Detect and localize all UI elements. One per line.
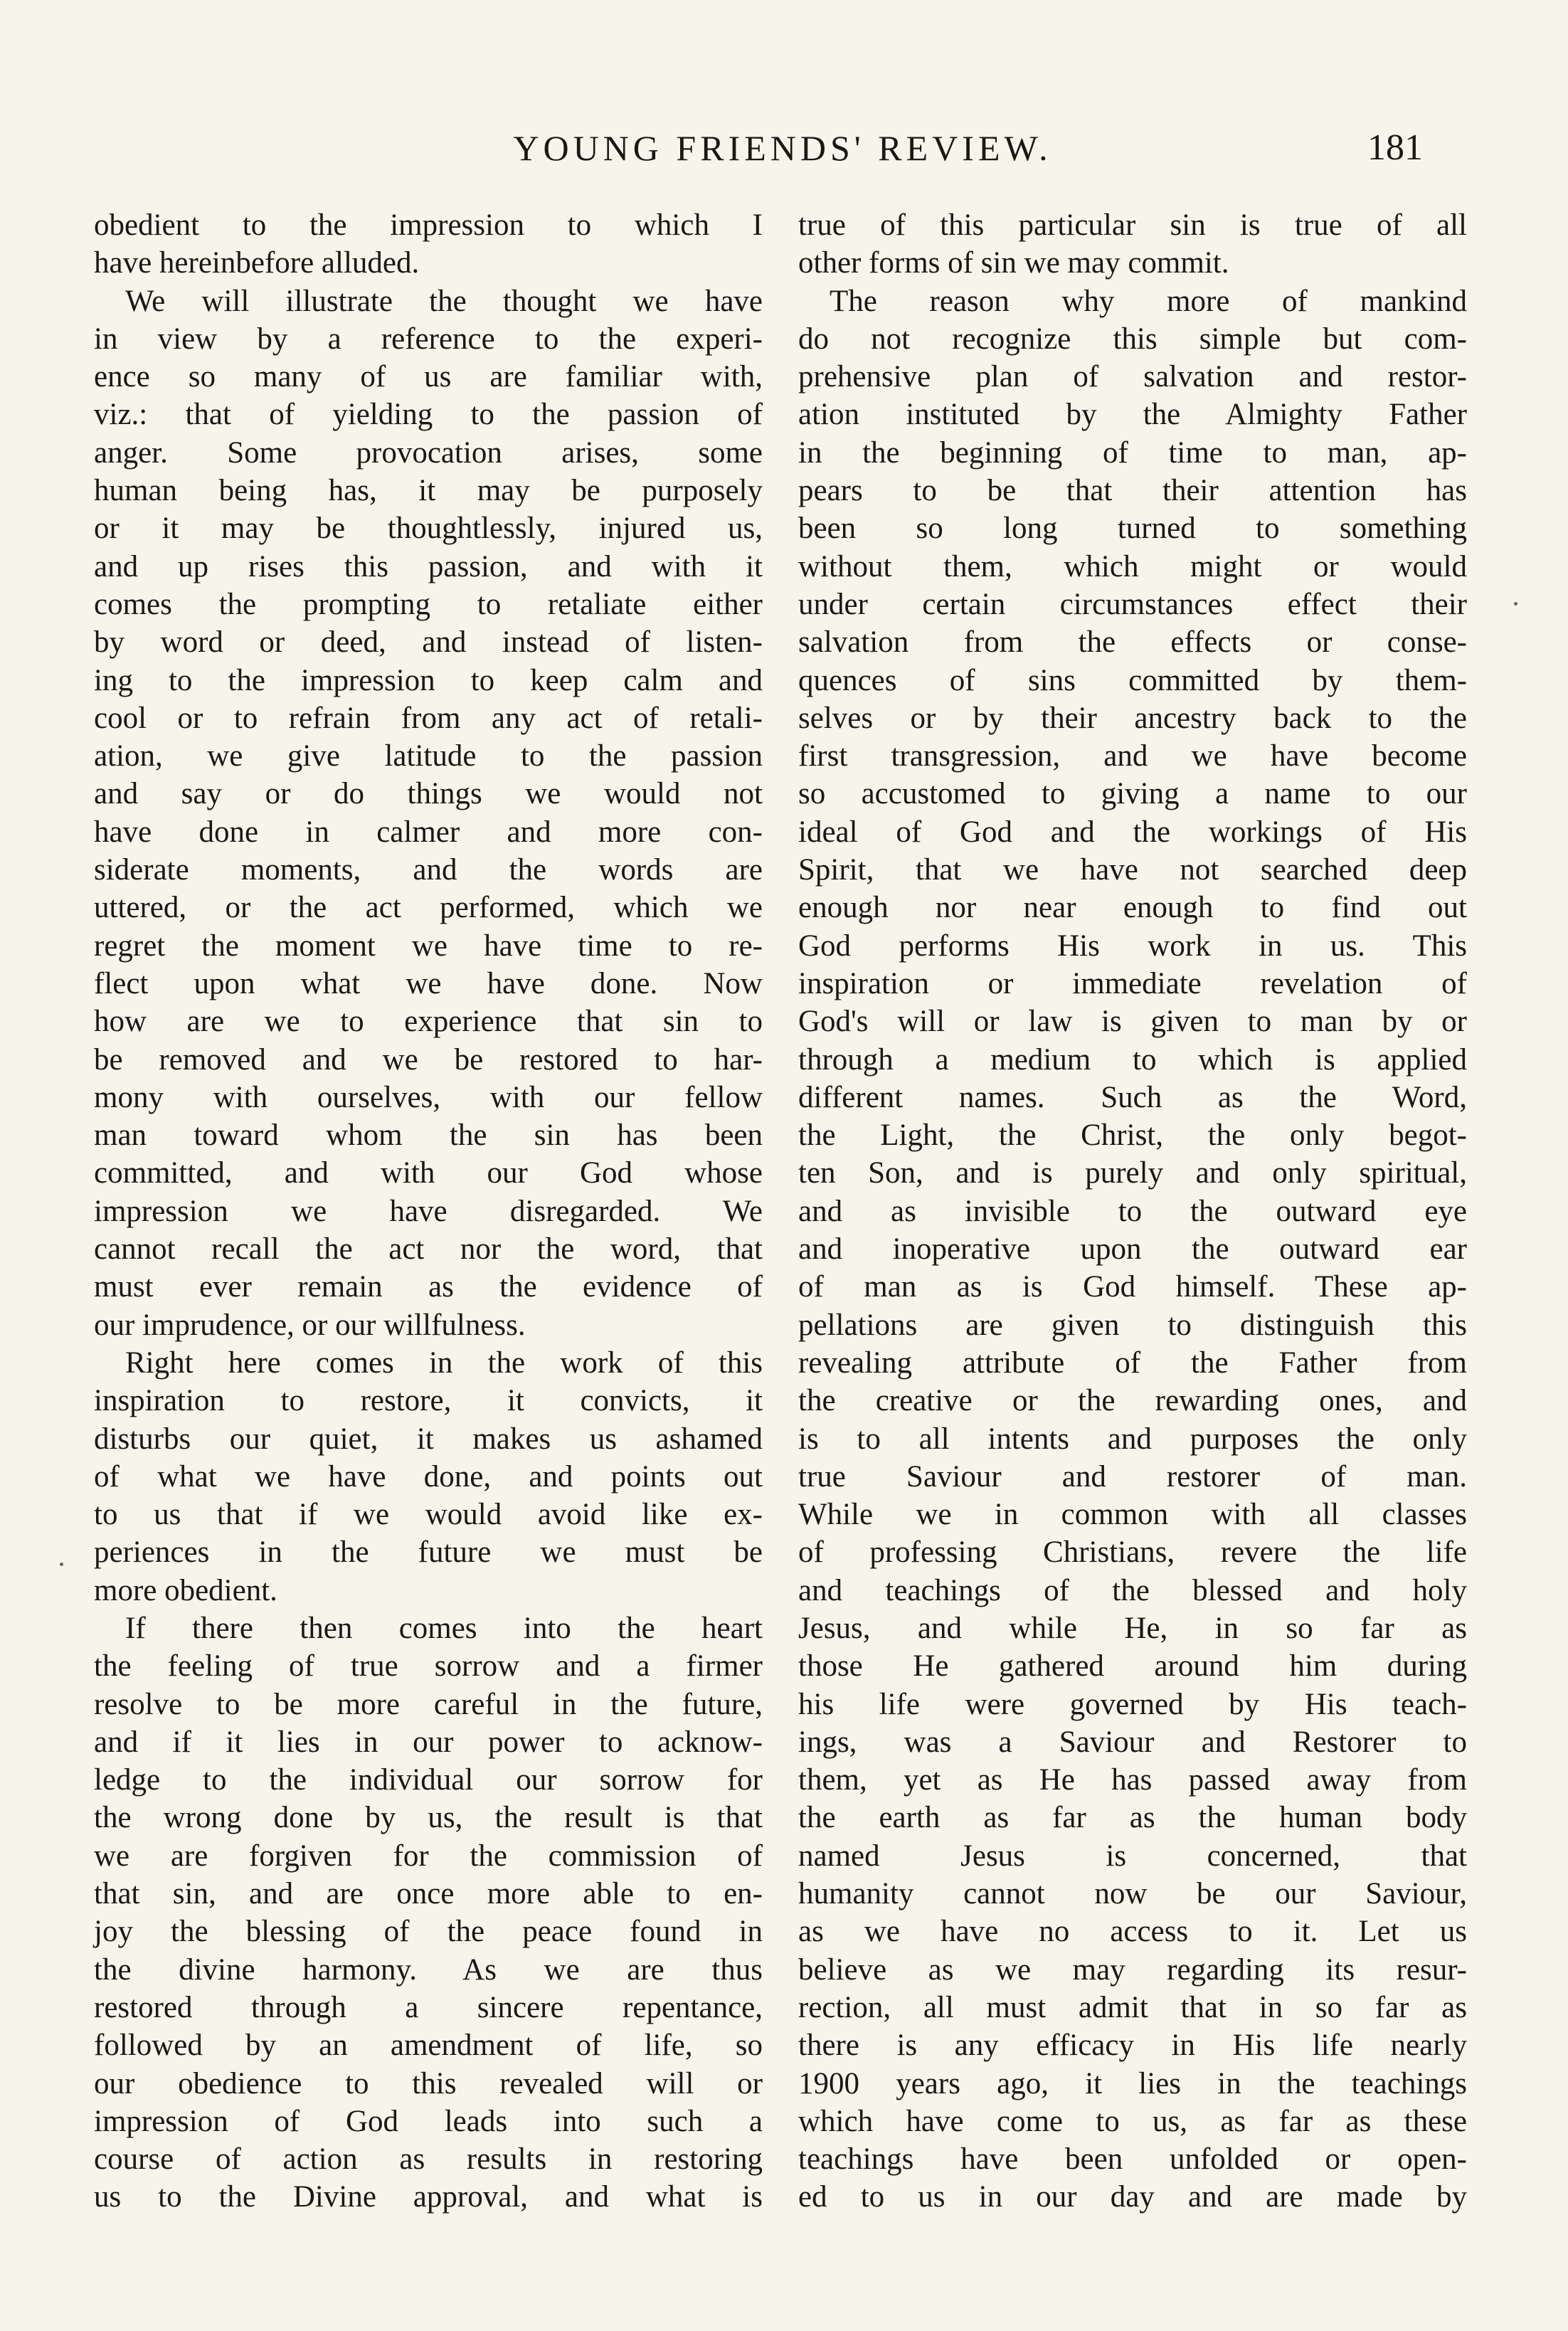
text-line: have done in calmer and more con- [94, 815, 763, 849]
text-line: course of action as results in restoring [94, 2142, 763, 2177]
text-line: and inoperative upon the outward ear [798, 1232, 1467, 1267]
text-line: regret the moment we have time to re- [94, 929, 763, 963]
text-line: the divine harmony. As we are thus [94, 1952, 763, 1987]
text-line: our imprudence, or our willfulness. [94, 1308, 526, 1342]
text-line: We will illustrate the thought we have [125, 284, 763, 318]
text-line: under certain circumstances effect their [798, 587, 1467, 621]
text-line: in view by a reference to the experi- [94, 322, 763, 356]
text-line: and up rises this passion, and with it [94, 549, 763, 583]
text-line: as we have no access to it. Let us [798, 1915, 1467, 1949]
text-line: in the beginning of time to man, ap- [798, 435, 1467, 470]
text-line: we are forgiven for the commission of [94, 1839, 763, 1873]
text-line: anger. Some provocation arises, some [94, 435, 763, 470]
text-line: comes the prompting to retaliate either [94, 587, 763, 621]
text-line: have hereinbefore alluded. [94, 246, 420, 280]
text-line: uttered, or the act performed, which we [94, 891, 763, 925]
text-line: ation instituted by the Almighty Father [798, 398, 1467, 432]
text-line: must ever remain as the evidence of [94, 1270, 763, 1304]
text-line: siderate moments, and the words are [94, 853, 763, 887]
text-line: ledge to the individual our sorrow for [94, 1763, 763, 1797]
text-line: true of this particular sin is true of all [798, 208, 1467, 242]
text-line: The reason why more of mankind [830, 284, 1467, 318]
text-line: or it may be thoughtlessly, injured us, [94, 512, 763, 546]
text-line: which have come to us, as far as these [798, 2104, 1467, 2138]
text-line: ings, was a Saviour and Restorer to [798, 1725, 1467, 1759]
text-line: Jesus, and while He, in so far as [798, 1611, 1467, 1645]
text-line: followed by an amendment of life, so [94, 2029, 763, 2063]
text-line: resolve to be more careful in the future, [94, 1687, 763, 1721]
text-line: them, yet as He has passed away from [798, 1763, 1467, 1797]
text-line: first transgression, and we have become [798, 739, 1467, 773]
text-line: prehensive plan of salvation and restor- [798, 360, 1467, 394]
text-line: the Light, the Christ, the only begot- [798, 1119, 1467, 1153]
text-line: committed, and with our God whose [94, 1156, 763, 1190]
text-line: impression we have disregarded. We [94, 1194, 763, 1228]
text-line: without them, which might or would [798, 549, 1467, 583]
ink-speck [60, 1563, 63, 1566]
text-line: viz.: that of yielding to the passion of [94, 398, 763, 432]
text-line: man toward whom the sin has been [94, 1119, 763, 1153]
text-line: salvation from the effects or conse- [798, 625, 1467, 660]
text-line: ten Son, and is purely and only spiritual, [798, 1156, 1467, 1190]
text-line: 1900 years ago, it lies in the teachings [798, 2066, 1467, 2100]
text-line: by word or deed, and instead of listen- [94, 625, 763, 660]
text-line: humanity cannot now be our Saviour, [798, 1877, 1467, 1911]
page-header [0, 0, 1568, 168]
text-line: the creative or the rewarding ones, and [798, 1384, 1467, 1418]
text-line: that sin, and are once more able to en- [94, 1877, 763, 1911]
text-line: and if it lies in our power to acknow- [94, 1725, 763, 1759]
text-line: impression of God leads into such a [94, 2104, 763, 2138]
text-line: restored through a sincere repentance, [94, 1990, 763, 2024]
ink-speck [1514, 602, 1517, 606]
text-line: of professing Christians, revere the life [798, 1536, 1467, 1570]
text-line: his life were governed by His teach- [798, 1687, 1467, 1721]
text-line: God performs His work in us. This [798, 929, 1467, 963]
text-line: more obedient. [94, 1573, 277, 1607]
text-line: there is any efficacy in His life nearly [798, 2029, 1467, 2063]
text-line: quences of sins committed by them- [798, 663, 1467, 697]
text-line: joy the blessing of the peace found in [94, 1915, 763, 1949]
text-line: of man as is God himself. These ap- [798, 1270, 1467, 1304]
text-line: and as invisible to the outward eye [798, 1194, 1467, 1228]
text-line: cannot recall the act nor the word, that [94, 1232, 763, 1267]
text-line: flect upon what we have done. Now [94, 966, 763, 1000]
text-line: pellations are given to distinguish this [798, 1308, 1467, 1342]
text-line: ation, we give latitude to the passion [94, 739, 763, 773]
text-line: how are we to experience that sin to [94, 1005, 763, 1039]
text-line: revealing attribute of the Father from [798, 1346, 1467, 1380]
text-line: ed to us in our day and are made by [798, 2180, 1467, 2214]
text-line: If there then comes into the heart [125, 1611, 763, 1645]
text-column-left [94, 206, 763, 2216]
text-line: different names. Such as the Word, [798, 1080, 1467, 1114]
text-line: us to the Divine approval, and what is [94, 2180, 763, 2214]
page-number: 181 [1367, 127, 1423, 168]
text-line: pears to be that their attention has [798, 474, 1467, 508]
text-line: enough nor near enough to find out [798, 891, 1467, 925]
text-line: periences in the future we must be [94, 1536, 763, 1570]
text-line: ing to the impression to keep calm and [94, 663, 763, 697]
text-line: our obedience to this revealed will or [94, 2066, 763, 2100]
text-line: disturbs our quiet, it makes us ashamed [94, 1422, 763, 1456]
text-line: named Jesus is concerned, that [798, 1839, 1467, 1873]
text-line: to us that if we would avoid like ex- [94, 1498, 763, 1532]
text-line: through a medium to which is applied [798, 1042, 1467, 1077]
text-line: teachings have been unfolded or open- [798, 2142, 1467, 2177]
running-title: YOUNG FRIENDS' REVIEW. [513, 128, 1052, 168]
text-line: be removed and we be restored to har- [94, 1042, 763, 1077]
text-line: ence so many of us are familiar with, [94, 360, 763, 394]
text-line: those He gathered around him during [798, 1649, 1467, 1684]
text-column-right [798, 206, 1467, 2216]
text-line: Spirit, that we have not searched deep [798, 853, 1467, 887]
text-line: mony with ourselves, with our fellow [94, 1080, 763, 1114]
text-line: obedient to the impression to which I [94, 208, 763, 242]
text-line: of what we have done, and points out [94, 1459, 763, 1494]
text-line: ideal of God and the workings of His [798, 815, 1467, 849]
text-line: is to all intents and purposes the only [798, 1422, 1467, 1456]
text-line: do not recognize this simple but com- [798, 322, 1467, 356]
text-line: human being has, it may be purposely [94, 474, 763, 508]
text-line: the earth as far as the human body [798, 1801, 1467, 1835]
text-line: and say or do things we would not [94, 777, 763, 811]
text-line: God's will or law is given to man by or [798, 1005, 1467, 1039]
text-line: While we in common with all classes [798, 1498, 1467, 1532]
text-line: been so long turned to something [798, 512, 1467, 546]
text-line: the feeling of true sorrow and a firmer [94, 1649, 763, 1684]
text-line: believe as we may regarding its resur- [798, 1952, 1467, 1987]
text-line: rection, all must admit that in so far as [798, 1990, 1467, 2024]
text-line: true Saviour and restorer of man. [798, 1459, 1467, 1494]
text-line: so accustomed to giving a name to our [798, 777, 1467, 811]
text-line: Right here comes in the work of this [125, 1346, 763, 1380]
text-line: cool or to refrain from any act of retali- [94, 701, 763, 735]
text-line: selves or by their ancestry back to the [798, 701, 1467, 735]
text-line: the wrong done by us, the result is that [94, 1801, 763, 1835]
text-line: other forms of sin we may commit. [798, 246, 1229, 280]
text-line: and teachings of the blessed and holy [798, 1573, 1467, 1607]
text-line: inspiration to restore, it convicts, it [94, 1384, 763, 1418]
text-line: inspiration or immediate revelation of [798, 966, 1467, 1000]
